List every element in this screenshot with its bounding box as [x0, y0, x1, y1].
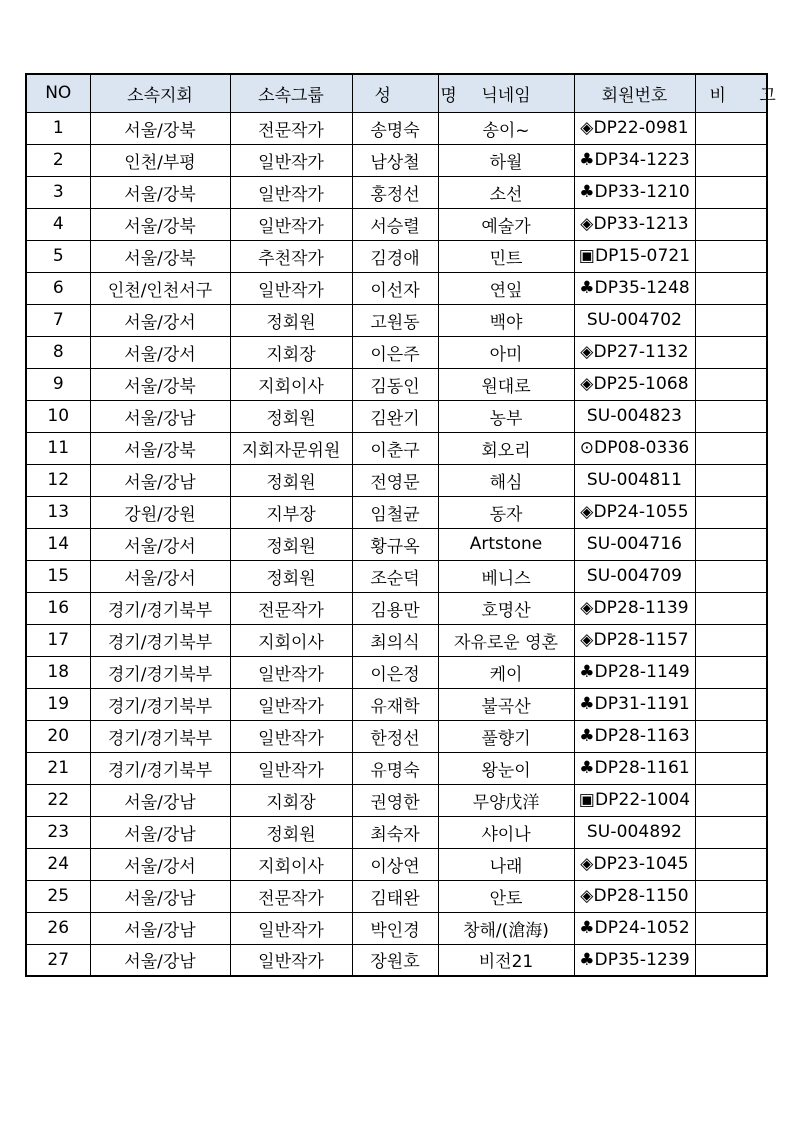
cell-name: 김완기	[352, 400, 438, 432]
cell-nickname: 송이~	[438, 112, 574, 144]
cell-nickname: 자유로운 영혼	[438, 624, 574, 656]
cell-nickname: 하월	[438, 144, 574, 176]
table-row	[26, 912, 767, 944]
cell-no: 15	[26, 560, 90, 592]
cell-no: 2	[26, 144, 90, 176]
cell-note	[695, 240, 767, 272]
table-row	[26, 848, 767, 880]
cell-member-id: ♣DP28-1149	[574, 656, 695, 688]
cell-note	[695, 528, 767, 560]
table-row	[26, 304, 767, 336]
cell-note	[695, 400, 767, 432]
cell-branch: 경기/경기북부	[90, 624, 230, 656]
cell-branch: 강원/강원	[90, 496, 230, 528]
cell-group: 전문작가	[230, 112, 352, 144]
cell-no: 4	[26, 208, 90, 240]
cell-group: 정회원	[230, 304, 352, 336]
cell-group: 전문작가	[230, 880, 352, 912]
cell-name: 김용만	[352, 592, 438, 624]
cell-group: 일반작가	[230, 656, 352, 688]
cell-group: 정회원	[230, 560, 352, 592]
cell-no: 19	[26, 688, 90, 720]
cell-no: 1	[26, 112, 90, 144]
cell-group: 일반작가	[230, 752, 352, 784]
cell-note	[695, 880, 767, 912]
cell-nickname: 아미	[438, 336, 574, 368]
cell-group: 지부장	[230, 496, 352, 528]
cell-no: 16	[26, 592, 90, 624]
header-note: 비 고	[695, 74, 767, 112]
header-branch: 소속지회	[90, 74, 230, 112]
cell-nickname: 호명산	[438, 592, 574, 624]
cell-name: 이춘구	[352, 432, 438, 464]
cell-branch: 서울/강북	[90, 240, 230, 272]
cell-member-id: ♣DP34-1223	[574, 144, 695, 176]
cell-group: 일반작가	[230, 720, 352, 752]
cell-branch: 서울/강북	[90, 368, 230, 400]
cell-note	[695, 784, 767, 816]
cell-name: 김동인	[352, 368, 438, 400]
cell-no: 20	[26, 720, 90, 752]
cell-group: 정회원	[230, 528, 352, 560]
cell-note	[695, 656, 767, 688]
cell-note	[695, 848, 767, 880]
cell-name: 유재학	[352, 688, 438, 720]
cell-nickname: 동자	[438, 496, 574, 528]
cell-name: 전영문	[352, 464, 438, 496]
cell-branch: 경기/경기북부	[90, 592, 230, 624]
cell-group: 지회이사	[230, 368, 352, 400]
cell-nickname: 해심	[438, 464, 574, 496]
cell-note	[695, 912, 767, 944]
cell-member-id: ♣DP33-1210	[574, 176, 695, 208]
cell-branch: 서울/강남	[90, 944, 230, 976]
cell-branch: 서울/강북	[90, 112, 230, 144]
cell-group: 일반작가	[230, 272, 352, 304]
cell-note	[695, 720, 767, 752]
cell-branch: 서울/강남	[90, 912, 230, 944]
cell-branch: 서울/강남	[90, 464, 230, 496]
cell-no: 5	[26, 240, 90, 272]
cell-member-id: ♣DP35-1239	[574, 944, 695, 976]
cell-name: 조순덕	[352, 560, 438, 592]
cell-group: 일반작가	[230, 144, 352, 176]
cell-branch: 서울/강서	[90, 336, 230, 368]
cell-member-id: ▣DP22-1004	[574, 784, 695, 816]
cell-name: 남상철	[352, 144, 438, 176]
cell-no: 23	[26, 816, 90, 848]
table-row	[26, 624, 767, 656]
cell-note	[695, 496, 767, 528]
table-row	[26, 272, 767, 304]
cell-member-id: ▣DP15-0721	[574, 240, 695, 272]
cell-member-id: SU-004811	[574, 464, 695, 496]
table-row	[26, 400, 767, 432]
cell-no: 11	[26, 432, 90, 464]
table-row	[26, 208, 767, 240]
cell-branch: 경기/경기북부	[90, 752, 230, 784]
cell-nickname: 불곡산	[438, 688, 574, 720]
cell-branch: 서울/강서	[90, 560, 230, 592]
cell-nickname: 원대로	[438, 368, 574, 400]
cell-group: 전문작가	[230, 592, 352, 624]
table-row	[26, 720, 767, 752]
cell-member-id: SU-004823	[574, 400, 695, 432]
header-name: 성 명	[352, 74, 438, 112]
cell-nickname: 왕눈이	[438, 752, 574, 784]
cell-note	[695, 464, 767, 496]
table-row	[26, 496, 767, 528]
table-row	[26, 336, 767, 368]
header-row	[26, 74, 767, 112]
cell-no: 13	[26, 496, 90, 528]
table-row	[26, 880, 767, 912]
cell-group: 정회원	[230, 400, 352, 432]
cell-branch: 서울/강남	[90, 784, 230, 816]
cell-branch: 인천/부평	[90, 144, 230, 176]
cell-name: 김태완	[352, 880, 438, 912]
cell-member-id: ◈DP24-1055	[574, 496, 695, 528]
cell-note	[695, 272, 767, 304]
cell-member-id: ◈DP28-1150	[574, 880, 695, 912]
cell-member-id: SU-004702	[574, 304, 695, 336]
cell-name: 이선자	[352, 272, 438, 304]
cell-member-id: ◈DP22-0981	[574, 112, 695, 144]
cell-name: 박인경	[352, 912, 438, 944]
table-row	[26, 944, 767, 976]
cell-member-id: ◈DP25-1068	[574, 368, 695, 400]
table-row	[26, 368, 767, 400]
cell-note	[695, 944, 767, 976]
cell-no: 17	[26, 624, 90, 656]
cell-branch: 서울/강서	[90, 528, 230, 560]
cell-note	[695, 208, 767, 240]
cell-branch: 서울/강북	[90, 432, 230, 464]
cell-group: 추천작가	[230, 240, 352, 272]
header-member-id: 회원번호	[574, 74, 695, 112]
cell-no: 9	[26, 368, 90, 400]
cell-no: 22	[26, 784, 90, 816]
cell-name: 최숙자	[352, 816, 438, 848]
cell-no: 3	[26, 176, 90, 208]
table-row	[26, 144, 767, 176]
cell-branch: 서울/강서	[90, 848, 230, 880]
cell-branch: 인천/인천서구	[90, 272, 230, 304]
cell-group: 일반작가	[230, 176, 352, 208]
cell-member-id: ◈DP28-1157	[574, 624, 695, 656]
cell-branch: 서울/강북	[90, 176, 230, 208]
table-row	[26, 112, 767, 144]
cell-nickname: 예술가	[438, 208, 574, 240]
cell-member-id: ◈DP28-1139	[574, 592, 695, 624]
cell-no: 14	[26, 528, 90, 560]
cell-member-id: SU-004716	[574, 528, 695, 560]
cell-nickname: 창해/(滄海)	[438, 912, 574, 944]
cell-nickname: 샤이나	[438, 816, 574, 848]
cell-nickname: 무양戊洋	[438, 784, 574, 816]
cell-name: 황규옥	[352, 528, 438, 560]
cell-name: 장원호	[352, 944, 438, 976]
cell-note	[695, 112, 767, 144]
cell-no: 8	[26, 336, 90, 368]
table-header	[26, 74, 790, 112]
table-row	[26, 784, 767, 816]
table-row	[26, 432, 767, 464]
cell-note	[695, 752, 767, 784]
cell-no: 18	[26, 656, 90, 688]
table-row	[26, 656, 767, 688]
cell-branch: 경기/경기북부	[90, 688, 230, 720]
cell-name: 고원동	[352, 304, 438, 336]
cell-group: 정회원	[230, 816, 352, 848]
table-row	[26, 688, 767, 720]
table-row	[26, 464, 767, 496]
cell-no: 26	[26, 912, 90, 944]
cell-group: 지회장	[230, 336, 352, 368]
cell-member-id: ♣DP28-1161	[574, 752, 695, 784]
cell-no: 25	[26, 880, 90, 912]
cell-note	[695, 816, 767, 848]
cell-branch: 서울/강서	[90, 304, 230, 336]
cell-group: 일반작가	[230, 944, 352, 976]
cell-note	[695, 304, 767, 336]
cell-group: 일반작가	[230, 688, 352, 720]
cell-nickname: 회오리	[438, 432, 574, 464]
table-row	[26, 176, 767, 208]
table-row	[26, 528, 767, 560]
cell-name: 송명숙	[352, 112, 438, 144]
cell-nickname: 소선	[438, 176, 574, 208]
cell-note	[695, 432, 767, 464]
cell-no: 6	[26, 272, 90, 304]
cell-nickname: 백야	[438, 304, 574, 336]
cell-group: 지회이사	[230, 848, 352, 880]
cell-note	[695, 144, 767, 176]
cell-member-id: ♣DP35-1248	[574, 272, 695, 304]
cell-name: 김경애	[352, 240, 438, 272]
cell-name: 유명숙	[352, 752, 438, 784]
cell-group: 지회이사	[230, 624, 352, 656]
cell-group: 지회자문위원	[230, 432, 352, 464]
table-row	[26, 240, 767, 272]
member-table	[25, 73, 790, 977]
table-row	[26, 816, 767, 848]
cell-note	[695, 560, 767, 592]
cell-member-id: ♣DP31-1191	[574, 688, 695, 720]
cell-nickname: 농부	[438, 400, 574, 432]
cell-nickname: 케이	[438, 656, 574, 688]
cell-branch: 경기/경기북부	[90, 720, 230, 752]
cell-nickname: 비전21	[438, 944, 574, 976]
cell-nickname: 안토	[438, 880, 574, 912]
cell-name: 이상연	[352, 848, 438, 880]
cell-name: 최의식	[352, 624, 438, 656]
cell-group: 지회장	[230, 784, 352, 816]
cell-name: 임철균	[352, 496, 438, 528]
cell-group: 일반작가	[230, 912, 352, 944]
cell-no: 7	[26, 304, 90, 336]
cell-branch: 서울/강남	[90, 816, 230, 848]
cell-nickname: 민트	[438, 240, 574, 272]
header-group: 소속그룹	[230, 74, 352, 112]
cell-nickname: Artstone	[438, 528, 574, 560]
cell-name: 홍정선	[352, 176, 438, 208]
cell-branch: 서울/강남	[90, 880, 230, 912]
cell-no: 10	[26, 400, 90, 432]
header-nickname: 닉네임	[438, 74, 574, 112]
cell-group: 일반작가	[230, 208, 352, 240]
cell-member-id: ♣DP28-1163	[574, 720, 695, 752]
cell-note	[695, 176, 767, 208]
cell-name: 이은주	[352, 336, 438, 368]
cell-member-id: ◈DP33-1213	[574, 208, 695, 240]
cell-branch: 서울/강북	[90, 208, 230, 240]
cell-branch: 서울/강남	[90, 400, 230, 432]
table-row	[26, 592, 767, 624]
cell-group: 정회원	[230, 464, 352, 496]
cell-member-id: SU-004892	[574, 816, 695, 848]
cell-no: 24	[26, 848, 90, 880]
cell-name: 이은정	[352, 656, 438, 688]
cell-nickname: 연잎	[438, 272, 574, 304]
cell-nickname: 나래	[438, 848, 574, 880]
header-no: NO	[26, 74, 90, 112]
cell-note	[695, 592, 767, 624]
cell-no: 21	[26, 752, 90, 784]
cell-branch: 경기/경기북부	[90, 656, 230, 688]
cell-name: 한정선	[352, 720, 438, 752]
cell-member-id: ♣DP24-1052	[574, 912, 695, 944]
cell-note	[695, 336, 767, 368]
cell-member-id: ◈DP27-1132	[574, 336, 695, 368]
cell-note	[695, 688, 767, 720]
cell-name: 권영한	[352, 784, 438, 816]
cell-name: 서승렬	[352, 208, 438, 240]
cell-note	[695, 624, 767, 656]
cell-member-id: ◈DP23-1045	[574, 848, 695, 880]
cell-nickname: 풀향기	[438, 720, 574, 752]
table-row	[26, 560, 767, 592]
cell-member-id: SU-004709	[574, 560, 695, 592]
cell-note	[695, 368, 767, 400]
table-body	[26, 112, 767, 976]
cell-member-id: ⊙DP08-0336	[574, 432, 695, 464]
cell-no: 12	[26, 464, 90, 496]
cell-nickname: 베니스	[438, 560, 574, 592]
cell-no: 27	[26, 944, 90, 976]
table-row	[26, 752, 767, 784]
